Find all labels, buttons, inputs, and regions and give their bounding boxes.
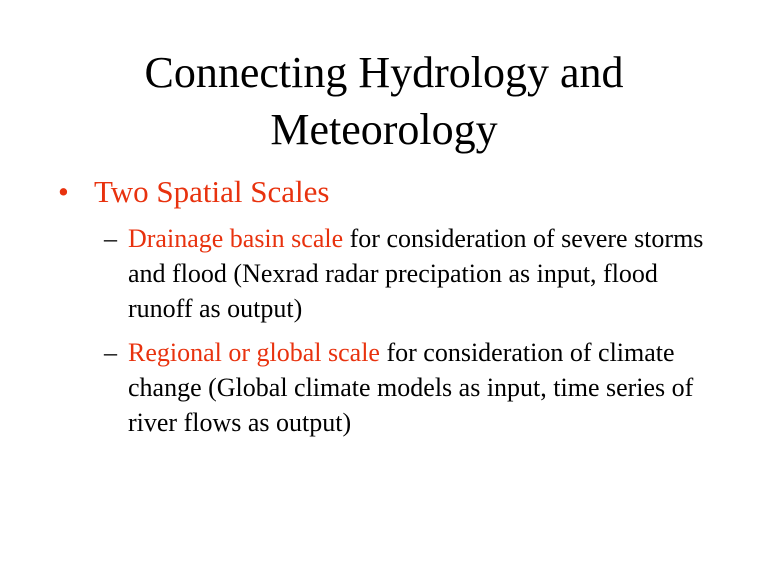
bullet-item: [58, 172, 329, 212]
subbullet-text: [104, 221, 708, 326]
subbullet-highlight: Drainage basin scale: [128, 224, 344, 253]
bullet-text: Two Spatial Scales: [94, 174, 330, 209]
subbullet-rest: for consideration of climate change (Global climate models as input, time series of river flows as output): [128, 338, 694, 437]
title-line-2: Meteorology: [270, 105, 498, 154]
subbullet-marker: –: [104, 338, 117, 367]
subbullet-highlight: Regional or global scale: [128, 338, 380, 367]
subbullet-text: [104, 335, 708, 440]
slide-title: [40, 44, 728, 158]
bullet-marker: •: [58, 174, 69, 209]
subbullet-item: [104, 221, 744, 326]
subbullet-marker: –: [104, 224, 117, 253]
subbullet-rest: for consideration of severe storms and flood (Nexrad radar precipation as input, flood runoff as output): [128, 224, 704, 323]
title-line-1: Connecting Hydrology and: [144, 48, 624, 97]
subbullet-item: [104, 335, 744, 440]
